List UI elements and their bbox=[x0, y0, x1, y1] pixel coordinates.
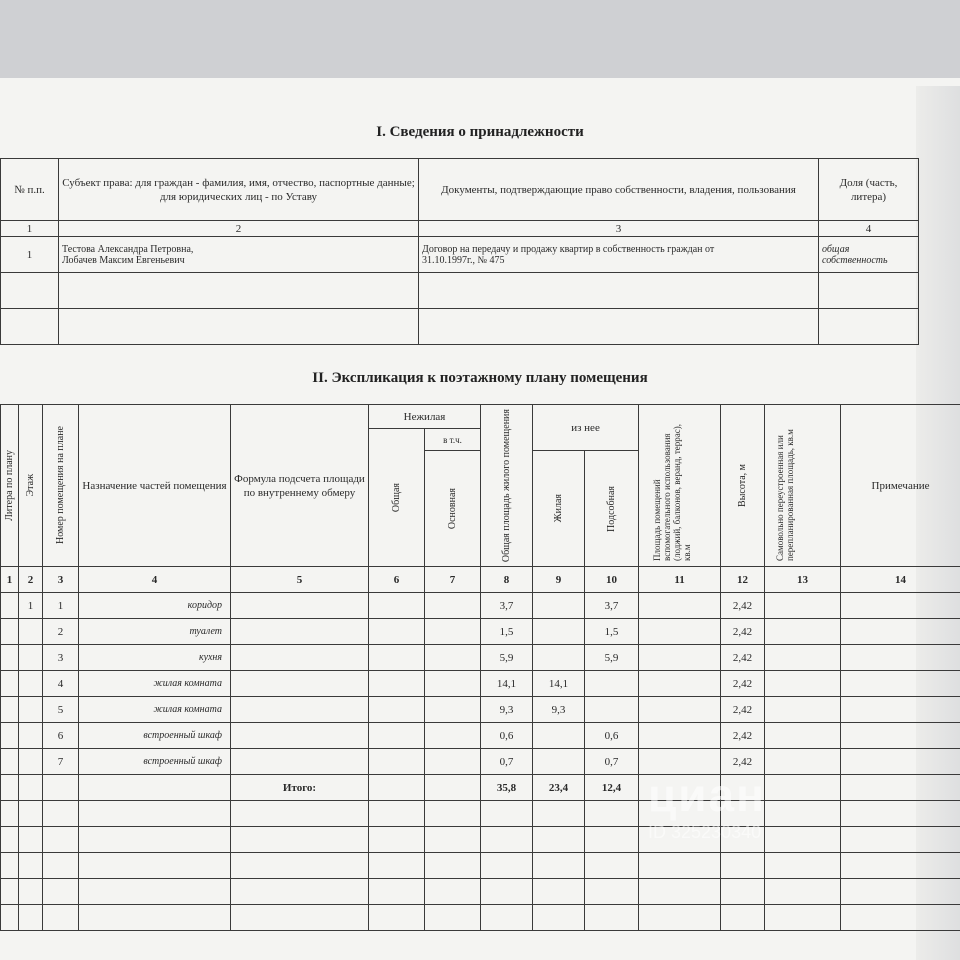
cell-unauthorized-area bbox=[765, 645, 841, 671]
cell-utility-area: 5,9 bbox=[585, 645, 639, 671]
cell-litera bbox=[1, 619, 19, 645]
header-num: № п.п. bbox=[1, 159, 59, 221]
cell-nonres-total bbox=[369, 723, 425, 749]
cell-auxiliary-area bbox=[639, 697, 721, 723]
table-row bbox=[1, 853, 960, 879]
cell-floor bbox=[19, 697, 43, 723]
totals-aux: 12,4 bbox=[585, 775, 639, 801]
cell-height: 2,42 bbox=[721, 645, 765, 671]
cell-litera bbox=[1, 723, 19, 749]
cell-floor bbox=[19, 671, 43, 697]
table-row bbox=[1, 827, 960, 853]
cell-formula bbox=[231, 619, 369, 645]
cell-room-purpose: туалет bbox=[79, 619, 231, 645]
cell-note bbox=[841, 619, 960, 645]
cell-total-area: 0,7 bbox=[481, 749, 533, 775]
header-floor: Этаж bbox=[19, 405, 43, 567]
cell-auxiliary-area bbox=[639, 671, 721, 697]
cell-auxiliary-area bbox=[639, 619, 721, 645]
cell-nonres-main bbox=[425, 671, 481, 697]
subject-line: Лобачев Максим Евгеньевич bbox=[62, 254, 185, 266]
cell-total-area: 14,1 bbox=[481, 671, 533, 697]
table-row bbox=[1, 593, 960, 619]
header-unauthorized-area: Самовольно переустроенная или перепланированная площадь, кв.м bbox=[765, 405, 841, 567]
cell-room-number: 5 bbox=[43, 697, 79, 723]
cell-floor bbox=[19, 645, 43, 671]
cell-total-area: 3,7 bbox=[481, 593, 533, 619]
table-row bbox=[1, 645, 960, 671]
cell-total-area: 5,9 bbox=[481, 645, 533, 671]
cell-floor: 1 bbox=[19, 593, 43, 619]
cell-unauthorized-area bbox=[765, 697, 841, 723]
cell-nonres-main bbox=[425, 619, 481, 645]
cell-utility-area bbox=[585, 697, 639, 723]
cell-nonres-total bbox=[369, 671, 425, 697]
watermark bbox=[648, 768, 766, 843]
header-share: Доля (часть, литера) bbox=[819, 159, 919, 221]
cell-total-area: 0,6 bbox=[481, 723, 533, 749]
header-of-which: из нее bbox=[533, 405, 639, 451]
cell-note bbox=[841, 593, 960, 619]
table-row bbox=[1, 671, 960, 697]
cell-note bbox=[841, 671, 960, 697]
header-nonres-main: Основная bbox=[425, 451, 481, 567]
cell-room-number: 7 bbox=[43, 749, 79, 775]
cell-unauthorized-area bbox=[765, 749, 841, 775]
share-cell bbox=[819, 237, 919, 273]
totals-row bbox=[1, 775, 960, 801]
cell-room-number: 1 bbox=[43, 593, 79, 619]
cell-floor bbox=[19, 619, 43, 645]
header-nonres-total: Общая bbox=[369, 429, 425, 567]
cell-note bbox=[841, 723, 960, 749]
document-line: 31.10.1997г., № 475 bbox=[422, 254, 505, 266]
cell-room-purpose: коридор bbox=[79, 593, 231, 619]
subject-line: Тестова Александра Петровна, bbox=[62, 243, 194, 255]
table-row bbox=[1, 273, 919, 309]
header-room-number: Номер помещения на плане bbox=[43, 405, 79, 567]
cell-formula bbox=[231, 723, 369, 749]
cell-utility-area: 0,6 bbox=[585, 723, 639, 749]
cell-nonres-main bbox=[425, 645, 481, 671]
cell-living-area: 9,3 bbox=[533, 697, 585, 723]
col-number: 2 bbox=[59, 221, 419, 237]
cell-height: 2,42 bbox=[721, 697, 765, 723]
cell-note bbox=[841, 697, 960, 723]
cell-room-number: 2 bbox=[43, 619, 79, 645]
cell-utility-area: 3,7 bbox=[585, 593, 639, 619]
cell-height: 2,42 bbox=[721, 723, 765, 749]
cell-utility-area: 1,5 bbox=[585, 619, 639, 645]
cell-auxiliary-area bbox=[639, 645, 721, 671]
cell-living-area bbox=[533, 749, 585, 775]
cell-living-area bbox=[533, 645, 585, 671]
section1-title: I. Сведения о принадлежности bbox=[376, 124, 584, 140]
cell-floor bbox=[19, 749, 43, 775]
totals-label: Итого: bbox=[231, 775, 369, 801]
cell-formula bbox=[231, 749, 369, 775]
table-row bbox=[1, 723, 960, 749]
cell-living-area bbox=[533, 619, 585, 645]
cell-height: 2,42 bbox=[721, 671, 765, 697]
cell-formula bbox=[231, 593, 369, 619]
header-litera: Литера по плану bbox=[1, 405, 19, 567]
header-subject: Субъект права: для граждан - фамилия, имя, отчество, паспортные данные; для юридических лиц - по Уставу bbox=[59, 159, 419, 221]
cell-formula bbox=[231, 671, 369, 697]
col-number: 4 bbox=[819, 221, 919, 237]
cell-formula bbox=[231, 697, 369, 723]
cell-nonres-total bbox=[369, 749, 425, 775]
cell-litera bbox=[1, 593, 19, 619]
cell-auxiliary-area bbox=[639, 723, 721, 749]
header-formula: Формула подсчета площади по внутреннему обмеру bbox=[231, 405, 369, 567]
cell-nonres-main bbox=[425, 723, 481, 749]
cell-nonres-total bbox=[369, 593, 425, 619]
share-line: общая bbox=[822, 243, 850, 255]
cell-living-area bbox=[533, 723, 585, 749]
table-row bbox=[1, 879, 960, 905]
ownership-table bbox=[0, 158, 919, 345]
header-purpose: Назначение частей помещения bbox=[79, 405, 231, 567]
cell-unauthorized-area bbox=[765, 671, 841, 697]
cell-room-purpose: жилая комната bbox=[79, 671, 231, 697]
cell-note bbox=[841, 645, 960, 671]
cell-floor bbox=[19, 723, 43, 749]
col-number: 3 bbox=[419, 221, 819, 237]
cell-unauthorized-area bbox=[765, 593, 841, 619]
cell-litera bbox=[1, 749, 19, 775]
cell-living-area bbox=[533, 593, 585, 619]
table-row bbox=[1, 697, 960, 723]
subject-cell bbox=[59, 237, 419, 273]
header-living: Жилая bbox=[533, 451, 585, 567]
header-note: Примечание bbox=[841, 405, 960, 567]
cell-utility-area: 0,7 bbox=[585, 749, 639, 775]
cell-nonres-main bbox=[425, 697, 481, 723]
cell-height: 2,42 bbox=[721, 749, 765, 775]
header-utility: Подсобная bbox=[585, 451, 639, 567]
col-number: 1 bbox=[1, 221, 59, 237]
cell-living-area: 14,1 bbox=[533, 671, 585, 697]
cell-nonres-main bbox=[425, 749, 481, 775]
header-documents: Документы, подтверждающие право собственности, владения, пользования bbox=[419, 159, 819, 221]
cell-room-purpose: жилая комната bbox=[79, 697, 231, 723]
totals-total: 35,8 bbox=[481, 775, 533, 801]
cell-formula bbox=[231, 645, 369, 671]
column-numbers-row: 1 2 3 4 5 6 7 8 9 10 11 12 13 14 bbox=[1, 567, 960, 593]
table-row bbox=[1, 309, 919, 345]
cell-total-area: 1,5 bbox=[481, 619, 533, 645]
cell-nonres-total bbox=[369, 697, 425, 723]
cell-litera bbox=[1, 671, 19, 697]
cell-utility-area bbox=[585, 671, 639, 697]
cell-unauthorized-area bbox=[765, 619, 841, 645]
cell-litera bbox=[1, 645, 19, 671]
cell-room-purpose: встроенный шкаф bbox=[79, 723, 231, 749]
cell-height: 2,42 bbox=[721, 593, 765, 619]
cell-room-number: 6 bbox=[43, 723, 79, 749]
cell-room-number: 4 bbox=[43, 671, 79, 697]
cell-height: 2,42 bbox=[721, 619, 765, 645]
header-auxiliary-area: Площадь помещений вспомогательного использования (лоджий, балконов, веранд, террас), кв.м bbox=[639, 405, 721, 567]
explication-table bbox=[0, 404, 960, 931]
header-total-area: Общая площадь жилого помещения bbox=[481, 405, 533, 567]
cell-litera bbox=[1, 697, 19, 723]
cell-nonres-total bbox=[369, 645, 425, 671]
table-row bbox=[1, 749, 960, 775]
table-row bbox=[1, 905, 960, 931]
document-cell bbox=[419, 237, 819, 273]
share-line: собственность bbox=[822, 254, 888, 266]
row-num: 1 bbox=[1, 237, 59, 273]
cell-total-area: 9,3 bbox=[481, 697, 533, 723]
cell-note bbox=[841, 749, 960, 775]
watermark-logo: циан bbox=[648, 769, 766, 821]
cell-unauthorized-area bbox=[765, 723, 841, 749]
header-height: Высота, м bbox=[721, 405, 765, 567]
table-row bbox=[1, 619, 960, 645]
cell-auxiliary-area bbox=[639, 593, 721, 619]
cell-room-purpose: встроенный шкаф bbox=[79, 749, 231, 775]
section2-title: II. Экспликация к поэтажному плану помещения bbox=[312, 370, 648, 386]
header-nonresidential: Нежилая bbox=[369, 405, 481, 429]
cell-nonres-main bbox=[425, 593, 481, 619]
header-including: в т.ч. bbox=[425, 429, 481, 451]
totals-living: 23,4 bbox=[533, 775, 585, 801]
document-line: Договор на передачу и продажу квартир в собственность граждан от bbox=[422, 243, 715, 255]
table-row bbox=[1, 237, 919, 273]
cell-room-purpose: кухня bbox=[79, 645, 231, 671]
table-row bbox=[1, 801, 960, 827]
cell-nonres-total bbox=[369, 619, 425, 645]
watermark-id: ID 325230340 bbox=[648, 822, 762, 842]
cell-room-number: 3 bbox=[43, 645, 79, 671]
